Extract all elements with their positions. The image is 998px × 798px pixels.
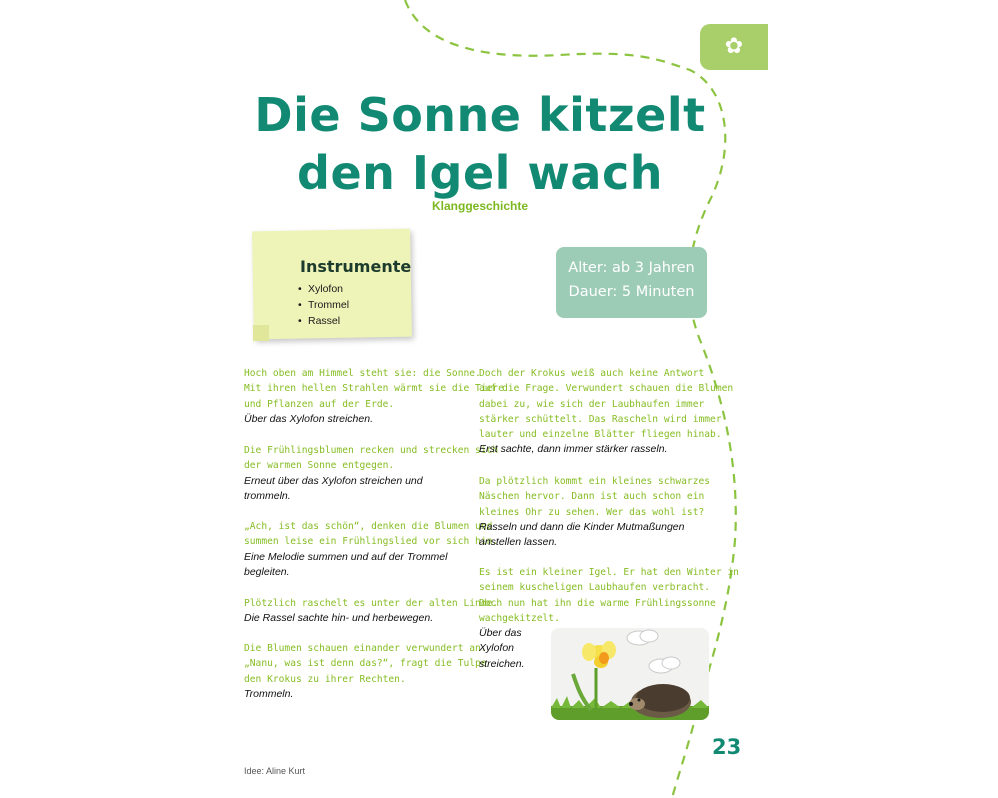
instruction-cue: Die Rassel sachte hin- und herbewegen. — [244, 612, 434, 625]
page-number: 23 — [712, 735, 742, 759]
instruction-cue: anstellen lassen. — [479, 536, 558, 549]
author-credit: Idee: Aline Kurt — [244, 766, 306, 776]
story-paragraph: Die Frühlingsblumen recken und strecken sich der warmen Sonne entgegen. Erneut über das Xylofon streichen und trommeln. — [244, 443, 498, 504]
story-paragraph: Doch der Krokus weiß auch keine Antwort auf die Frage. Verwundert schauen die Blumen dabei zu, wie sich der Laubhaufen immer stärker schüttelt. Das Rascheln wird immer lauter und einzelne Blätter fliegen hinab. Erst sachte, dann immer stärker rasseln. — [479, 366, 733, 458]
hedgehog-daffodil-photo — [551, 628, 709, 720]
instrument-item: • Xylofon — [298, 283, 344, 295]
instruction-cue: streichen. — [479, 657, 525, 670]
story-column-left — [244, 443, 498, 504]
instruction-cue: Eine Melodie summen und auf der Trommel — [244, 550, 448, 563]
story-paragraph: Da plötzlich kommt ein kleines schwarzes Näschen hervor. Dann ist auch schon ein kleines Ohr zu sehen. Wer das wohl ist? Rasseln und dann die Kinder Mutmaßungen anstellen lassen. — [479, 474, 710, 550]
story-column-left — [244, 641, 487, 702]
story-column-right — [479, 366, 733, 458]
age-duration-box — [556, 247, 707, 318]
instruction-cue: Über das Xylofon streichen. — [244, 412, 373, 425]
note-fold — [253, 325, 269, 341]
story-paragraph: „Ach, ist das schön“, denken die Blumen und summen leise ein Frühlingslied vor sich hin. Eine Melodie summen und auf der Trommel begleiten. — [244, 519, 498, 580]
chapter-tab — [700, 24, 768, 70]
instruction-cue: Erst sachte, dann immer stärker rasseln. — [479, 443, 668, 456]
instruction-cue: begleiten. — [244, 565, 290, 578]
subtitle: Klanggeschichte — [431, 199, 529, 213]
story-column-left — [244, 519, 498, 580]
flower-icon: ✿ — [724, 34, 744, 59]
story-paragraph: Es ist ein kleiner Igel. Er hat den Winter in seinem kuscheligen Laubhaufen verbracht. Doch nun hat ihn die warme Frühlingssonne wachgekitzelt. Über das Xylofon streichen. — [479, 565, 739, 672]
instrument-item: • Trommel — [298, 299, 350, 311]
story-column-left — [244, 366, 504, 427]
story-column-left — [244, 596, 498, 627]
age-label: Alter: ab 3 Jahren — [568, 260, 695, 276]
page-title — [230, 86, 730, 202]
title-line-2: den Igel wach — [297, 146, 663, 200]
duration-label: Dauer: 5 Minuten — [568, 284, 695, 300]
story-column-right — [479, 474, 710, 550]
story-paragraph: Plötzlich raschelt es unter der alten Linde. Die Rassel sachte hin- und herbewegen. — [244, 596, 498, 627]
instruction-cue: Trommeln. — [244, 687, 294, 700]
instruction-cue: trommeln. — [244, 489, 291, 502]
instruments-list — [298, 281, 349, 329]
story-paragraph: Hoch oben am Himmel steht sie: die Sonne. Mit ihren hellen Strahlen wärmt sie die Tiere und Pflanzen auf der Erde. Über das Xylofon streichen. — [244, 366, 504, 427]
instruction-cue: Rasseln und dann die Kinder Mutmaßungen — [479, 520, 685, 533]
instruments-heading: Instrumente — [300, 257, 412, 276]
story-paragraph: Die Blumen schauen einander verwundert an. „Nanu, was ist denn das?“, fragt die Tulpe den Krokus zu ihrer Rechten. Trommeln. — [244, 641, 487, 702]
instruction-cue: Xylofon — [479, 642, 515, 655]
title-line-1: Die Sonne kitzelt — [254, 88, 706, 142]
instrument-item: • Rassel — [298, 315, 341, 327]
instruction-cue: Über das — [479, 627, 522, 640]
instruction-cue: Erneut über das Xylofon streichen und — [244, 474, 423, 487]
